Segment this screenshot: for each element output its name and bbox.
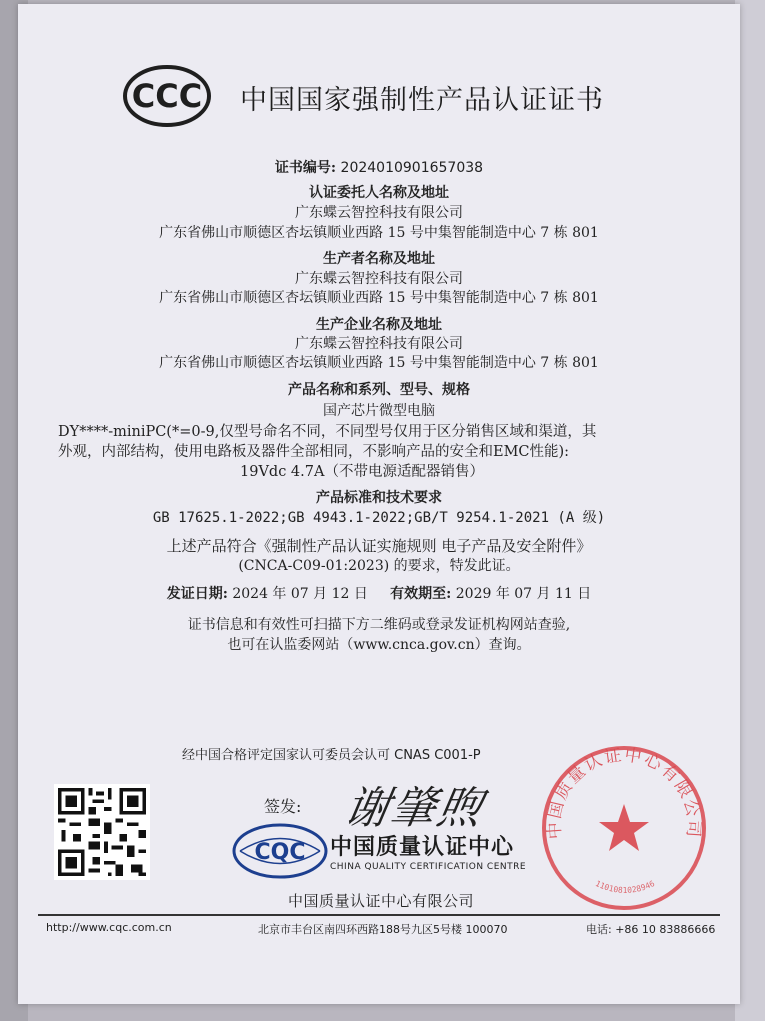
svg-text:CCC: CCC <box>131 77 203 115</box>
ccc-logo-icon <box>122 64 212 128</box>
issuer-company: 中国质量认证中心有限公司 <box>288 892 475 910</box>
svg-text:1101081028946: 1101081028946 <box>593 879 657 895</box>
certificate-number-value: 2024010901657038 <box>340 160 484 176</box>
valid-until-value: 2029 年 07 月 11 日 <box>455 586 592 602</box>
issue-date-label: 发证日期: <box>166 586 228 602</box>
footer-divider <box>38 914 720 916</box>
applicant-address: 广东省佛山市顺德区杏坛镇顺业西路 15 号中集智能制造中心 7 栋 801 <box>159 225 599 241</box>
certificate-title: 中国国家强制性产品认证证书 <box>240 85 604 116</box>
signature: 谢肇煦 <box>340 783 488 834</box>
issue-date-value: 2024 年 07 月 12 日 <box>232 586 368 602</box>
qr-code-icon[interactable] <box>54 784 150 880</box>
conformity-line-1: 上述产品符合《强制性产品认证实施规则 电子产品及安全附件》 <box>166 537 592 555</box>
conformity-line-2: (CNCA-C09-01:2023) 的要求，特发此证。 <box>238 558 520 574</box>
product-rating: 19Vdc 4.7A（不带电源适配器销售） <box>240 464 484 480</box>
verification-note-2: 也可在认监委网站（www.cnca.gov.cn）查询。 <box>227 637 531 653</box>
standards-value: GB 17625.1-2022;GB 4943.1-2022;GB/T 9254.1-2021 (A 级) <box>152 510 606 526</box>
factory-title: 生产企业名称及地址 <box>316 317 442 333</box>
svg-text:CQC: CQC <box>254 840 306 865</box>
footer-website[interactable]: http://www.cqc.com.cn <box>46 921 172 934</box>
verification-note-1: 证书信息和有效性可扫描下方二维码或登录发证机构网站查验, <box>187 617 571 633</box>
factory-address: 广东省佛山市顺德区杏坛镇顺业西路 15 号中集智能制造中心 7 栋 801 <box>159 355 599 371</box>
certificate-number-label: 证书编号: <box>274 160 337 176</box>
applicant-name: 广东蝶云智控科技有限公司 <box>295 205 463 221</box>
standards-title: 产品标准和技术要求 <box>316 490 442 506</box>
certificate-number <box>18 157 740 177</box>
official-seal-icon <box>538 742 710 914</box>
signature-label: 签发: <box>264 797 302 816</box>
applicant-title: 认证委托人名称及地址 <box>309 185 449 201</box>
product-title: 产品名称和系列、型号、规格 <box>288 382 470 398</box>
cqc-logo-icon <box>230 822 330 880</box>
manufacturer-name: 广东蝶云智控科技有限公司 <box>295 271 463 287</box>
manufacturer-title: 生产者名称及地址 <box>323 251 435 267</box>
certificate-sheet <box>18 4 740 1004</box>
factory-name: 广东蝶云智控科技有限公司 <box>295 336 463 352</box>
dates-row <box>18 583 740 603</box>
footer-address: 北京市丰台区南四环西路188号九区5号楼 100070 <box>258 923 508 936</box>
svg-text:中国质量认证中心有限公司: 中国质量认证中心有限公司 <box>544 745 704 840</box>
cqc-name-cn: 中国质量认证中心 <box>330 835 515 860</box>
valid-until-label: 有效期至: <box>390 586 452 602</box>
accreditation-text: 经中国合格评定国家认可委员会认可 CNAS C001-P <box>182 748 481 763</box>
manufacturer-address: 广东省佛山市顺德区杏坛镇顺业西路 15 号中集智能制造中心 7 栋 801 <box>159 290 599 306</box>
product-model-line-1: DY****-miniPC(*=0-9,仅型号命名不同，不同型号仅用于区分销售区域和渠道，其 <box>58 424 597 440</box>
footer-phone: 电话: +86 10 83886666 <box>586 923 716 936</box>
product-model-line-2: 外观，内部结构，使用电路板及器件全部相同，不影响产品的安全和EMC性能): <box>58 444 570 460</box>
product-name: 国产芯片微型电脑 <box>323 403 435 419</box>
cqc-name-en: CHINA QUALITY CERTIFICATION CENTRE <box>330 862 527 872</box>
